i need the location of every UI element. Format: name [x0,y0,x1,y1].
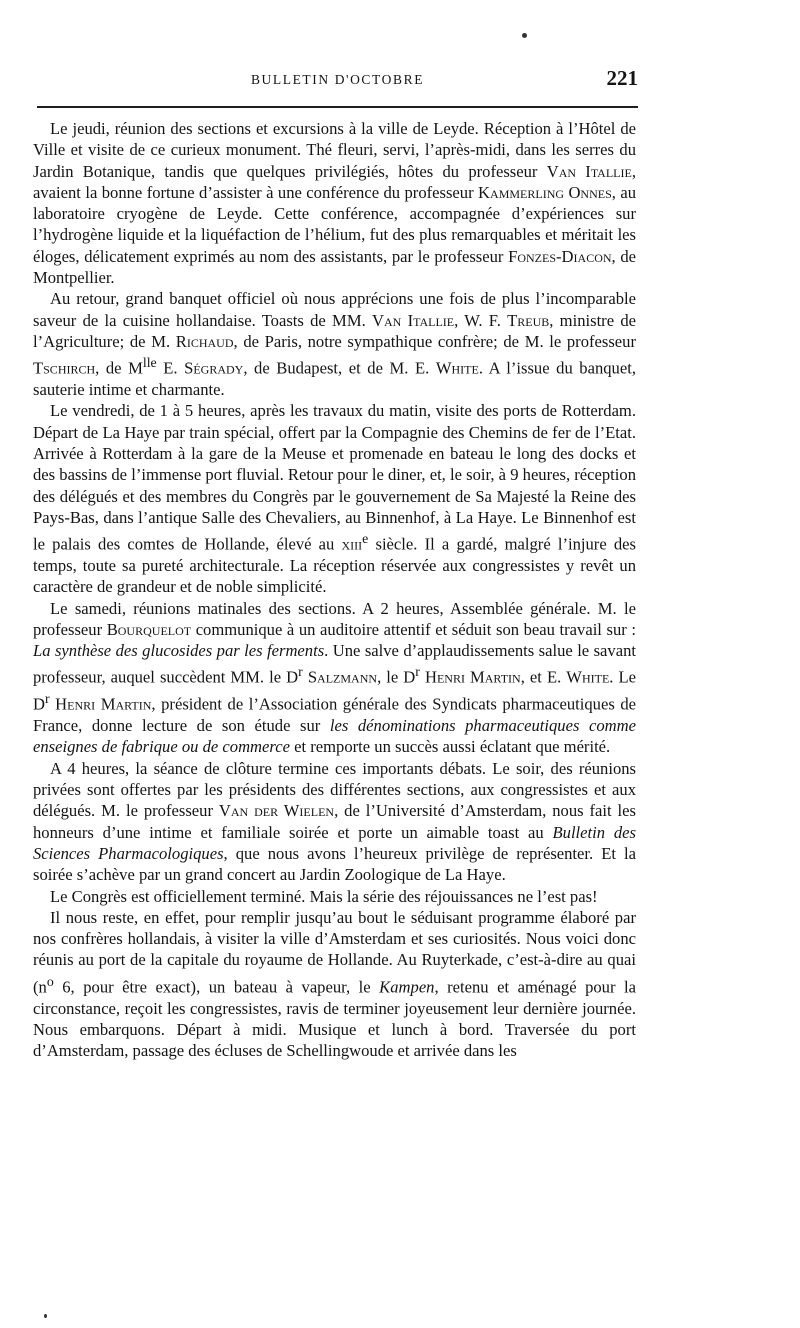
paragraph [33,907,636,1062]
text-run: Il nous reste, en effet, pour remplir jusqu’au bout le séduisant programme élaboré par nos confrères hollandais, à visiter la ville d’Amsterdam et ses curiosités. Nous voici donc réunis au port de la capitale du royaume de Hollande. Au Ruyterkade, c’est-à-dire au quai (n [33,907,636,997]
text-run: , de M [95,358,143,378]
paragraph [33,118,636,288]
text-run: , W. F. [454,310,508,330]
small-caps-name: Treub [507,310,550,330]
paragraph [33,288,636,400]
paragraph [33,758,636,886]
text-run: , de Montpellier. [33,246,637,288]
text-run: , et E. [520,668,567,688]
text-run: . Une salve d’applaudissements salue le savant professeur, auquel succèdent MM. le D [33,641,636,688]
text-run: , de Budapest, et de M. E. [243,358,436,378]
text-run: siècle. Il a gardé, malgré l’injure des temps, toute sa pureté architecturale. La réception réservée aux congressistes y revêt un caractère de grandeur et de noble simplicité. [33,534,636,597]
paragraph [33,598,636,758]
small-caps-name: Van Itallie [546,161,632,181]
text-run: , au laboratoire cryogène de Leyde. Cette conférence, accompagnée d’expériences sur l’hydrogène liquide et la liquéfaction de l’hélium, fut des plus remarquables et méritait les éloges, délicatement exprimés au nom des assistants, par le professeur [33,182,637,266]
running-title: BULLETIN D'OCTOBRE [250,72,425,87]
small-caps-name: xiii [341,534,363,554]
text-run: Au retour, grand banquet officiel où nous apprécions une fois de plus l’incomparable saveur de la cuisine hollandaise. Toasts de MM. [33,289,636,330]
text-run: , retenu et aménagé pour la circonstance, reçoit les congressistes, ravis de terminer joyeusement leur dernière journée. Nous embarquons. Départ à midi. Musique et lunch à bord. Traversée du port d’Amsterdam, passage des écluses de Schellingwoude et arrivée dans les [33,977,636,1061]
superscript: r [415,664,420,680]
small-caps-name: Tschirch [33,358,96,378]
small-caps-name: Bourquelot [106,619,192,639]
text-run: , président de l’Association générale des Syndicats pharmaceutiques de France, donne lecture de son étude sur [33,694,637,736]
text-run: Le jeudi, réunion des sections et excursions à la ville de Leyde. Réception à l’Hôtel de Ville et visite de ce curieux monument. Thé fleuri, servi, l’après-midi, dans les serres du Jardin Botanique, tandis que quelques privilégiés, hôtes du professeur [33,119,636,181]
italic-title: Bulletin des Sciences Pharmacologiques [33,822,636,863]
text-run: , ministre de l’Agriculture; de M. [33,310,636,351]
text-run: Le Congrès est officiellement terminé. Mais la série des réjouissances ne l’est pas! [50,886,598,906]
page-number: 221 [606,66,638,90]
text-run: Le vendredi, de 1 à 5 heures, après les travaux du matin, visite des ports de Rotterdam. Départ de La Haye par train spécial, offert par la Compagnie des Chemins de fer de l’Etat. Arrivée à Rotterdam à la gare de la Meuse et promenade en bateau le long des docks et des bassins de l’immense port fluvial. Retour pour le diner, et, le soir, à 9 heures, réception des délégués et des membres du Congrès par le gouvernement de Sa Majesté la Reine des Pays-Bas, dans l’antique Salle des Chevaliers, au Binnenhof, à La Haye. Le Binnenhof est le palais des comtes de Hollande, élevé au [33,401,636,554]
superscript: r [298,664,303,680]
small-caps-name: Henri Martin [55,694,152,714]
superscript: lle [142,355,157,371]
small-caps-name: White [566,668,610,688]
italic-title: les dénominations pharmaceutiques comme enseignes de fabrique ou de commerce [33,716,636,757]
text-run: , de l’Université d’Amsterdam, nous fait les honneurs d’une intime et familiale soirée et porte un aimable toast au [33,801,636,842]
small-caps-name: Salzmann [307,668,378,688]
text-run: , avaient la bonne fortune d’assister à une conférence du professeur [33,161,636,202]
small-caps-name: Henri Martin [424,668,521,688]
superscript: e [362,531,369,547]
text-run: 6, pour être exact), un bateau à vapeur, le [53,977,380,997]
print-speck [44,1314,47,1318]
small-caps-name: Ségrady [184,358,244,378]
text-run: communique à un auditoire attentif et séduit son beau travail sur : [191,619,636,639]
body-text [33,118,636,1061]
superscript: o [46,973,54,989]
small-caps-name: Van der Wielen [218,801,335,821]
text-run: . A l’issue du banquet, sauterie intime et charmante. [33,358,636,400]
text-run: A 4 heures, la séance de clôture termine ces importants débats. Le soir, des réunions privées sont offertes par les présidents des différentes sections, aux congressistes et aux délégués. M. le professeur [33,758,636,821]
text-run: , le D [377,668,416,688]
small-caps-name: White [435,358,479,378]
small-caps-name: Fonzes-Diacon [508,246,612,266]
text-run: et remporte un succès aussi éclatant que mérité. [289,737,611,757]
text-run: , de Paris, notre sympathique confrère; de M. le professeur [233,331,636,351]
text-run: E. [156,358,185,378]
paragraph [33,886,636,907]
print-speck [522,33,527,38]
text-run: Le samedi, réunions matinales des sections. A 2 heures, Assemblée générale. M. le professeur [33,598,636,639]
small-caps-name: Van Itallie [372,310,455,330]
paragraph [33,400,636,597]
small-caps-name: Richaud [175,331,234,351]
italic-title: La synthèse des glucosides par les ferments [33,641,325,661]
small-caps-name: Kammerling Onnes [478,182,612,202]
italic-title: Kampen [379,977,435,997]
page-header [37,66,638,108]
text-run: . Le D [33,668,636,714]
text-run: , que nous avons l’heureux privilège de représenter. Et la soirée s’achève par un grand concert au Jardin Zoologique de La Haye. [33,843,636,885]
superscript: r [44,691,50,707]
